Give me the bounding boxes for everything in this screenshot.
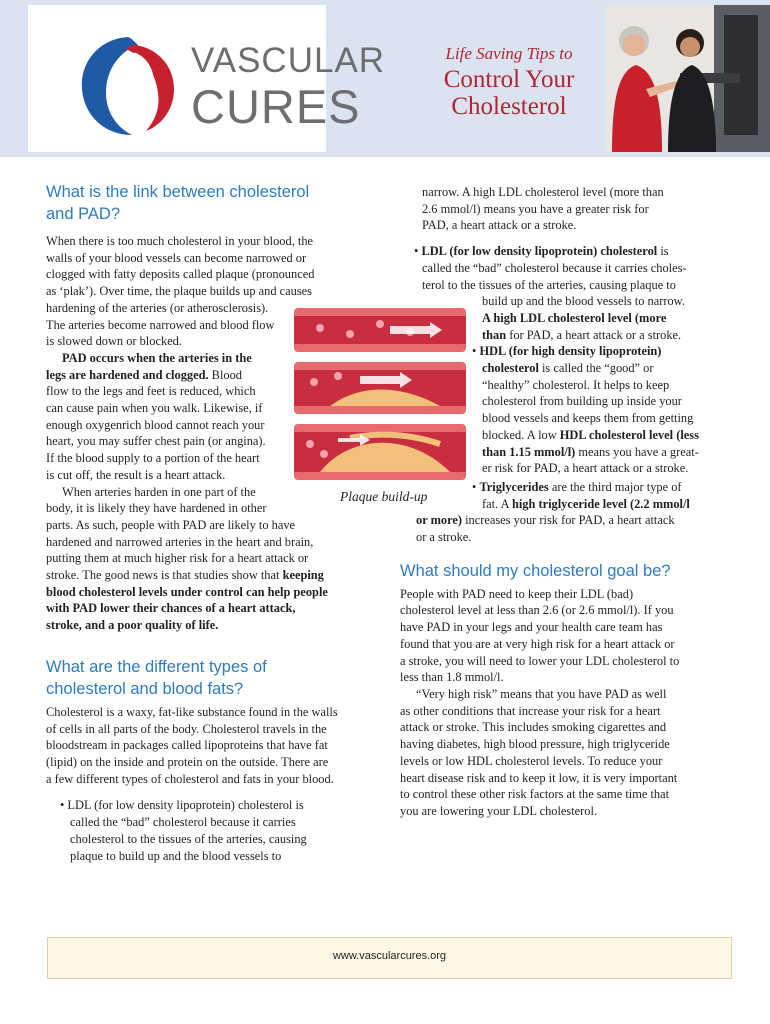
- text-line: terol to the tissues of the arteries, causing plaque to: [422, 277, 676, 292]
- text-line: er risk for PAD, a heart attack or a stroke.: [482, 461, 689, 476]
- bold-text: Triglycerides: [479, 479, 549, 494]
- text-line: have PAD in your legs and your health care team has: [400, 620, 663, 635]
- text-line: The arteries become narrowed and blood flow: [46, 317, 275, 332]
- text-line: for PAD, a heart attack or a stroke.: [506, 327, 682, 342]
- bold-text: PAD occurs when the arteries in the: [62, 350, 252, 365]
- bold-text: than: [482, 327, 507, 342]
- text-line: cholesterol from building up inside your: [482, 394, 682, 409]
- bold-text: stroke, and a poor quality of life.: [46, 618, 219, 633]
- bold-text: HDL cholesterol level (less: [559, 427, 699, 442]
- text-line: PAD, a heart attack or a stroke.: [422, 218, 577, 233]
- section-heading-types: [46, 656, 376, 700]
- text-line: bloodstream in packages called lipoproteins that have fat: [46, 738, 328, 753]
- text-line: People with PAD need to keep their LDL (bad): [400, 586, 634, 601]
- text-line: levels or low HDL cholesterol levels. To reduce your: [400, 753, 663, 768]
- text-line: stroke. The good news is that studies show that: [46, 568, 283, 583]
- tagline-intro: Life Saving Tips to: [445, 44, 573, 63]
- text-line: If the blood supply to a portion of the heart: [46, 451, 260, 466]
- text-line: as other conditions that increase your risk for a heart: [400, 703, 661, 718]
- text-line: or a stroke.: [416, 530, 472, 545]
- text-line: fat. A: [482, 496, 512, 511]
- text-line: called the “bad” cholesterol because it carries: [70, 815, 296, 830]
- bold-text: legs are hardened and clogged.: [46, 367, 209, 382]
- triglycerides-bullet: [400, 479, 730, 512]
- text-line: “Very high risk” means that you have PAD as well: [416, 686, 667, 701]
- triglycerides-continuation: [400, 512, 730, 545]
- figure-caption: Plaque build-up: [340, 489, 428, 504]
- text-line: “healthy” cholesterol. It helps to keep: [482, 377, 670, 392]
- bold-text: keeping: [282, 568, 324, 583]
- text-line: • LDL (for low density lipoprotein) cholesterol is: [60, 798, 304, 813]
- text-line: you are lowering your LDL cholesterol.: [400, 803, 598, 818]
- bold-text: LDL (for low density lipoprotein) cholesterol: [421, 244, 658, 259]
- text-line: is cut off, the result is a heart attack.: [46, 467, 226, 482]
- text-line: as ‘plak’). Over time, the plaque builds up and causes: [46, 284, 312, 299]
- ldl-bullet-left: [46, 797, 376, 864]
- bold-text: cholesterol: [482, 361, 539, 376]
- bold-text: or more): [416, 513, 462, 528]
- vascular-cures-logo-icon: [76, 31, 186, 141]
- exercise-photo: [606, 5, 770, 152]
- text-line: Blood: [208, 367, 242, 382]
- text-line: walls of your blood vessels can become narrowed or: [46, 250, 307, 265]
- title-line-2: Cholesterol: [451, 93, 567, 120]
- header-band: [0, 0, 770, 157]
- ldl-continuation: [400, 184, 730, 234]
- text-line: narrow. A high LDL cholesterol level (more than: [422, 185, 664, 199]
- text-line: of cells in all parts of the body. Cholesterol travels in the: [46, 721, 327, 736]
- text-line: build up and the blood vessels to narrow.: [482, 294, 685, 309]
- heading-line: and PAD?: [46, 205, 120, 223]
- bold-text: blood cholesterol levels under control can help people: [46, 584, 328, 599]
- text-line: heart disease risk and to keep it low, it is very important: [400, 770, 678, 785]
- text-line: less than 1.8 mmol/l.: [400, 670, 504, 685]
- hdl-bullet: [400, 343, 730, 477]
- logo-card: [28, 5, 386, 152]
- footer-url-link[interactable]: www.vascularcures.org: [332, 950, 447, 962]
- text-line: a stroke, you will need to lower your LDL cholesterol to: [400, 653, 680, 668]
- text-line: (lipid) on the inside and protein on the outside. There are: [46, 754, 329, 769]
- text-line: parts. As such, people with PAD are likely to have: [46, 517, 296, 532]
- bullet: •: [414, 244, 422, 259]
- paragraph-types: [46, 704, 376, 788]
- text-line: can cause pain when you walk. Likewise, if: [46, 401, 263, 416]
- text-line: attack or stroke. This includes smoking cigarettes and: [400, 720, 667, 735]
- bold-text: A high LDL cholesterol level (more: [482, 310, 667, 325]
- text-line: increases your risk for PAD, a heart attack: [462, 513, 675, 528]
- right-column: [400, 184, 730, 820]
- title-line-1: Control Your: [443, 66, 575, 93]
- bold-text: HDL (for high density lipoprotein): [479, 344, 662, 359]
- text-line: are the third major type of: [548, 479, 682, 494]
- text-line: cholesterol level at less than 2.6 (or 2.6 mmol/l). If you: [400, 603, 674, 618]
- section-heading-goal: What should my cholesterol goal be?: [400, 561, 671, 580]
- footer-box: [47, 937, 732, 979]
- paragraph-goal: [400, 586, 730, 686]
- text-line: a few different types of cholesterol and fats in your blood.: [46, 771, 334, 786]
- paragraph-very-high-risk: [400, 686, 730, 820]
- text-line: When arteries harden in one part of the: [62, 484, 256, 499]
- bold-text: with PAD lower their chances of a heart attack,: [46, 601, 296, 616]
- section-heading-link: [46, 181, 376, 225]
- text-line: blocked. A low: [482, 427, 560, 442]
- text-line: body, it is likely they have hardened in other: [46, 501, 267, 516]
- text-line: enough oxygenrich blood cannot reach your: [46, 417, 265, 432]
- text-line: When there is too much cholesterol in your blood, the: [46, 234, 314, 248]
- heading-line: What is the link between cholesterol: [46, 183, 310, 201]
- logo-text-cures: CURES: [191, 80, 361, 133]
- text-line: is: [657, 244, 669, 259]
- text-line: hardened and narrowed arteries in the heart and brain,: [46, 534, 314, 549]
- text-line: blood vessels and keeps them from getting: [482, 411, 694, 426]
- text-line: plaque to build up and the blood vessels to: [70, 848, 282, 863]
- text-line: 2.6 mmol/l) means you have a greater risk for: [422, 201, 649, 216]
- left-column: [46, 181, 376, 864]
- text-line: means you have a great-: [575, 444, 699, 459]
- heading-line: What are the different types of: [46, 657, 267, 676]
- text-line: called the “bad” cholesterol because it carries choles-: [422, 260, 687, 275]
- bold-text: high triglyceride level (2.2 mmol/l: [511, 496, 690, 511]
- text-line: clogged with fatty deposits called plaque (pronounced: [46, 267, 315, 282]
- bullet: •: [472, 479, 480, 494]
- text-line: cholesterol to the tissues of the arteries, causing: [70, 831, 307, 846]
- heading-line: cholesterol and blood fats?: [46, 679, 244, 698]
- bold-text: than 1.15 mmol/l): [482, 444, 576, 459]
- text-line: heart, you may suffer chest pain (or angina).: [46, 434, 266, 449]
- text-line: flow to the legs and feet is reduced, which: [46, 384, 256, 399]
- text-line: to control these other risk factors at the same time that: [400, 787, 670, 802]
- text-line: is slowed down or blocked.: [46, 334, 182, 349]
- ldl-bullet: [400, 243, 730, 343]
- text-line: putting them at much higher risk for a heart attack or: [46, 551, 309, 566]
- page-title: [420, 66, 598, 120]
- text-line: having diabetes, high blood pressure, high triglyceride: [400, 737, 670, 752]
- logo-text-vascular: VASCULAR: [191, 41, 386, 80]
- text-line: is called the “good” or: [538, 361, 654, 376]
- bullet: •: [472, 344, 480, 359]
- text-line: Cholesterol is a waxy, fat-like substance found in the walls: [46, 704, 338, 719]
- text-line: hardening of the arteries (or atherosclerosis).: [46, 300, 269, 315]
- text-line: found that you are at very high risk for a heart attack or: [400, 636, 675, 651]
